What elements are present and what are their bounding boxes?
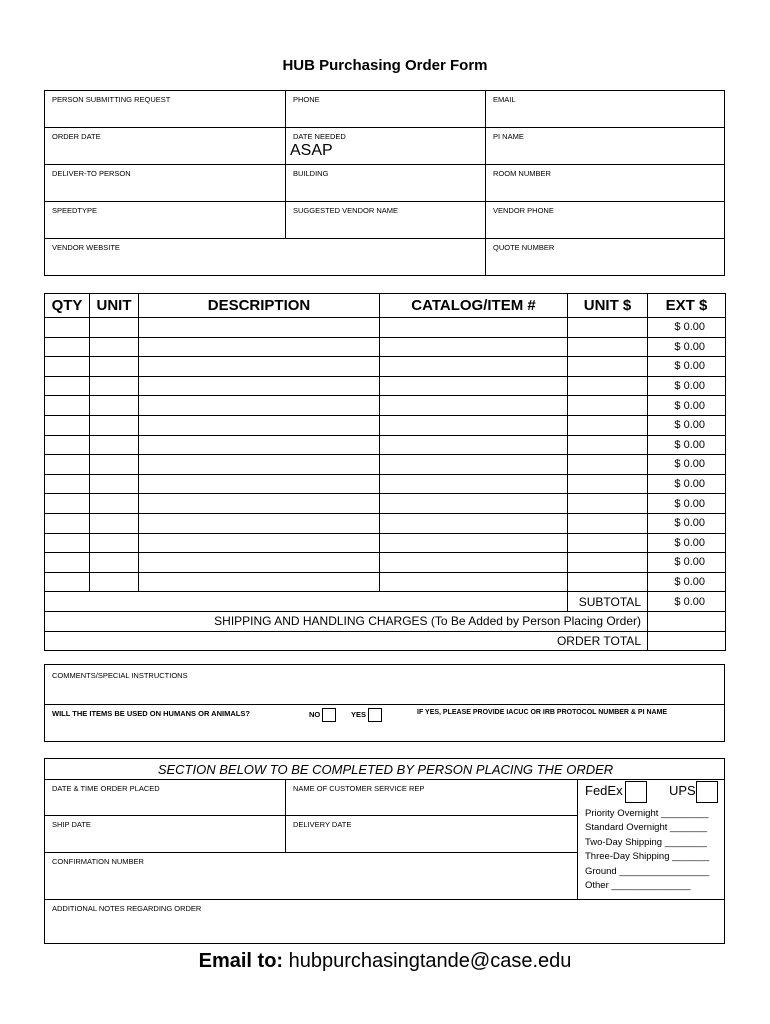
qty-cell[interactable] xyxy=(45,494,90,514)
description-cell[interactable] xyxy=(139,513,380,533)
ext-price-cell: $ 0.00 xyxy=(648,415,726,435)
usage-question: WILL THE ITEMS BE USED ON HUMANS OR ANIMALS? xyxy=(52,709,250,718)
unit-price-cell[interactable] xyxy=(568,376,648,396)
speedtype-label: SPEEDTYPE xyxy=(52,206,98,215)
deliver-to-label: DELIVER-TO PERSON xyxy=(52,169,131,178)
ext-price-header: EXT $ xyxy=(648,294,726,318)
ext-price-cell: $ 0.00 xyxy=(648,435,726,455)
unit-cell[interactable] xyxy=(90,572,139,592)
shipping-row xyxy=(45,611,726,631)
shipping-option[interactable]: Standard Overnight _______ xyxy=(585,822,708,834)
room-number-label: ROOM NUMBER xyxy=(493,169,551,178)
order-date-field[interactable] xyxy=(45,128,286,165)
unit-cell[interactable] xyxy=(90,435,139,455)
qty-header: QTY xyxy=(45,294,90,318)
unit-cell[interactable] xyxy=(90,494,139,514)
unit-price-cell[interactable] xyxy=(568,396,648,416)
email-address[interactable]: hubpurchasingtande@case.edu xyxy=(288,950,572,972)
catalog-item-cell[interactable] xyxy=(380,553,568,573)
ext-price-cell: $ 0.00 xyxy=(648,396,726,416)
item-row xyxy=(45,318,726,338)
suggested-vendor-label: SUGGESTED VENDOR NAME xyxy=(293,206,399,215)
item-rows xyxy=(45,318,726,592)
comments-field[interactable] xyxy=(45,665,724,705)
order-placement-section xyxy=(44,758,725,944)
catalog-item-cell[interactable] xyxy=(380,415,568,435)
phone-label: PHONE xyxy=(293,95,320,104)
additional-notes-field[interactable] xyxy=(45,900,724,943)
ext-price-cell: $ 0.00 xyxy=(648,513,726,533)
catalog-item-cell[interactable] xyxy=(380,572,568,592)
subtotal-spacer xyxy=(90,592,139,612)
person-submitting-field[interactable] xyxy=(45,91,286,128)
ext-price-cell: $ 0.00 xyxy=(648,553,726,573)
unit-cell[interactable] xyxy=(90,415,139,435)
description-cell[interactable] xyxy=(139,455,380,475)
item-row xyxy=(45,337,726,357)
subtotal-spacer xyxy=(45,592,90,612)
item-row xyxy=(45,357,726,377)
catalog-item-cell[interactable] xyxy=(380,337,568,357)
unit-header: UNIT xyxy=(90,294,139,318)
quote-number-label: QUOTE NUMBER xyxy=(493,243,555,252)
pi-name-label: PI NAME xyxy=(493,132,524,141)
qty-cell[interactable] xyxy=(45,376,90,396)
item-row xyxy=(45,376,726,396)
ext-price-cell: $ 0.00 xyxy=(648,533,726,553)
no-label: NO xyxy=(309,709,321,719)
additional-notes-label: ADDITIONAL NOTES REGARDING ORDER xyxy=(52,904,202,913)
ext-price-cell: $ 0.00 xyxy=(648,474,726,494)
form-title: HUB Purchasing Order Form xyxy=(282,57,488,74)
suggested-vendor-field[interactable] xyxy=(286,202,486,239)
qty-cell[interactable] xyxy=(45,415,90,435)
unit-price-cell[interactable] xyxy=(568,533,648,553)
unit-price-header: UNIT $ xyxy=(568,294,648,318)
date-time-placed-label: DATE & TIME ORDER PLACED xyxy=(52,784,160,793)
ext-price-cell: $ 0.00 xyxy=(648,337,726,357)
catalog-item-cell[interactable] xyxy=(380,357,568,377)
shipping-option[interactable]: Ground _________________ xyxy=(585,865,710,877)
shipping-value[interactable] xyxy=(648,611,726,631)
comments-label: COMMENTS/SPECIAL INSTRUCTIONS xyxy=(52,671,188,680)
unit-cell[interactable] xyxy=(90,337,139,357)
description-cell[interactable] xyxy=(139,318,380,338)
qty-cell[interactable] xyxy=(45,474,90,494)
ext-price-cell: $ 0.00 xyxy=(648,494,726,514)
email-label: EMAIL xyxy=(493,95,516,104)
qty-cell[interactable] xyxy=(45,396,90,416)
catalog-item-cell[interactable] xyxy=(380,318,568,338)
unit-cell[interactable] xyxy=(90,553,139,573)
qty-cell[interactable] xyxy=(45,435,90,455)
qty-cell[interactable] xyxy=(45,455,90,475)
item-row xyxy=(45,513,726,533)
email-label: Email to: xyxy=(198,950,284,972)
subtotal-row xyxy=(45,592,726,612)
vendor-phone-field[interactable] xyxy=(486,202,724,239)
date-needed-value: ASAP xyxy=(290,142,333,159)
qty-cell[interactable] xyxy=(45,318,90,338)
yes-label: YES xyxy=(351,709,367,719)
ext-price-cell: $ 0.00 xyxy=(648,455,726,475)
shipping-option[interactable]: Other _______________ xyxy=(585,880,691,892)
room-number-field[interactable] xyxy=(486,165,724,202)
ext-price-cell: $ 0.00 xyxy=(648,572,726,592)
vendor-website-label: VENDOR WEBSITE xyxy=(52,243,120,252)
subtotal-spacer xyxy=(139,592,380,612)
unit-price-cell[interactable] xyxy=(568,415,648,435)
subtotal-value: $ 0.00 xyxy=(648,592,726,612)
shipping-label: SHIPPING AND HANDLING CHARGES (To Be Added by Person Placing Order) xyxy=(45,611,648,631)
unit-price-cell[interactable] xyxy=(568,318,648,338)
request-info-grid xyxy=(44,90,725,276)
customer-service-rep-label: NAME OF CUSTOMER SERVICE REP xyxy=(293,784,425,793)
customer-service-rep-field[interactable] xyxy=(286,779,578,816)
deliver-to-field[interactable] xyxy=(45,165,286,202)
shipping-option[interactable]: Three-Day Shipping _______ xyxy=(585,851,710,863)
shipping-option[interactable]: Priority Overnight _________ xyxy=(585,808,709,819)
unit-cell[interactable] xyxy=(90,376,139,396)
description-cell[interactable] xyxy=(139,357,380,377)
catalog-item-cell[interactable] xyxy=(380,376,568,396)
unit-price-cell[interactable] xyxy=(568,572,648,592)
description-cell[interactable] xyxy=(139,494,380,514)
item-row xyxy=(45,533,726,553)
unit-cell[interactable] xyxy=(90,318,139,338)
ship-date-label: SHIP DATE xyxy=(52,820,91,829)
description-cell[interactable] xyxy=(139,376,380,396)
speedtype-field[interactable] xyxy=(45,202,286,239)
description-cell[interactable] xyxy=(139,474,380,494)
description-cell[interactable] xyxy=(139,533,380,553)
ship-date-field[interactable] xyxy=(45,816,286,853)
unit-cell[interactable] xyxy=(90,357,139,377)
description-cell[interactable] xyxy=(139,415,380,435)
subtotal-label: SUBTOTAL xyxy=(568,592,648,612)
shipping-option[interactable]: Two-Day Shipping ________ xyxy=(585,836,708,848)
no-checkbox[interactable] xyxy=(322,708,336,722)
description-cell[interactable] xyxy=(139,396,380,416)
unit-price-cell[interactable] xyxy=(568,513,648,533)
date-needed-label: DATE NEEDED xyxy=(293,132,346,141)
building-label: BUILDING xyxy=(293,169,329,178)
unit-price-cell[interactable] xyxy=(568,494,648,514)
catalog-item-cell[interactable] xyxy=(380,533,568,553)
qty-cell[interactable] xyxy=(45,553,90,573)
qty-cell[interactable] xyxy=(45,572,90,592)
items-table xyxy=(44,293,726,651)
building-field[interactable] xyxy=(286,165,486,202)
description-header: DESCRIPTION xyxy=(139,294,380,318)
delivery-date-label: DELIVERY DATE xyxy=(293,820,352,829)
unit-cell[interactable] xyxy=(90,533,139,553)
ext-price-cell: $ 0.00 xyxy=(648,318,726,338)
catalog-item-header: CATALOG/ITEM # xyxy=(380,294,568,318)
fedex-checkbox[interactable] xyxy=(625,781,647,803)
item-row xyxy=(45,494,726,514)
catalog-item-cell[interactable] xyxy=(380,474,568,494)
confirmation-number-label: CONFIRMATION NUMBER xyxy=(52,857,144,866)
item-row xyxy=(45,572,726,592)
date-needed-field[interactable] xyxy=(286,128,486,165)
date-time-placed-field[interactable] xyxy=(45,779,286,816)
confirmation-number-field[interactable] xyxy=(45,853,578,900)
no-option[interactable] xyxy=(309,708,336,722)
vendor-website-field[interactable] xyxy=(45,239,486,275)
email-footer xyxy=(0,950,770,973)
description-cell[interactable] xyxy=(139,435,380,455)
order-total-label: ORDER TOTAL xyxy=(45,631,648,651)
item-row xyxy=(45,435,726,455)
unit-price-cell[interactable] xyxy=(568,553,648,573)
ups-checkbox[interactable] xyxy=(696,781,718,803)
person-submitting-label: PERSON SUBMITTING REQUEST xyxy=(52,95,171,104)
unit-price-cell[interactable] xyxy=(568,474,648,494)
qty-cell[interactable] xyxy=(45,337,90,357)
description-cell[interactable] xyxy=(139,553,380,573)
fedex-label: FedEx xyxy=(585,783,623,798)
order-total-value[interactable] xyxy=(648,631,726,651)
unit-cell[interactable] xyxy=(90,474,139,494)
section-title: SECTION BELOW TO BE COMPLETED BY PERSON PLACING THE ORDER xyxy=(157,762,614,777)
qty-cell[interactable] xyxy=(45,357,90,377)
description-cell[interactable] xyxy=(139,337,380,357)
delivery-date-field[interactable] xyxy=(286,816,578,853)
ext-price-cell: $ 0.00 xyxy=(648,376,726,396)
catalog-item-cell[interactable] xyxy=(380,513,568,533)
order-total-row xyxy=(45,631,726,651)
protocol-note: IF YES, PLEASE PROVIDE IACUC OR IRB PROTOCOL NUMBER & PI NAME xyxy=(417,709,668,716)
unit-cell[interactable] xyxy=(90,396,139,416)
vendor-phone-label: VENDOR PHONE xyxy=(493,206,554,215)
items-header-row xyxy=(45,294,726,318)
item-row xyxy=(45,553,726,573)
item-row xyxy=(45,474,726,494)
unit-price-cell[interactable] xyxy=(568,435,648,455)
comments-box xyxy=(44,664,725,742)
quote-number-field[interactable] xyxy=(486,239,724,275)
yes-option[interactable] xyxy=(351,708,382,722)
subtotal-spacer xyxy=(380,592,568,612)
pi-name-field[interactable] xyxy=(486,128,724,165)
qty-cell[interactable] xyxy=(45,533,90,553)
description-cell[interactable] xyxy=(139,572,380,592)
item-row xyxy=(45,396,726,416)
qty-cell[interactable] xyxy=(45,513,90,533)
ups-label: UPS xyxy=(669,783,696,798)
catalog-item-cell[interactable] xyxy=(380,396,568,416)
phone-field[interactable] xyxy=(286,91,486,128)
order-date-label: ORDER DATE xyxy=(52,132,101,141)
yes-checkbox[interactable] xyxy=(368,708,382,722)
unit-price-cell[interactable] xyxy=(568,455,648,475)
catalog-item-cell[interactable] xyxy=(380,494,568,514)
catalog-item-cell[interactable] xyxy=(380,435,568,455)
unit-cell[interactable] xyxy=(90,513,139,533)
unit-price-cell[interactable] xyxy=(568,337,648,357)
unit-cell[interactable] xyxy=(90,455,139,475)
item-row xyxy=(45,455,726,475)
unit-price-cell[interactable] xyxy=(568,357,648,377)
shipping-options xyxy=(585,807,709,893)
ext-price-cell: $ 0.00 xyxy=(648,357,726,377)
item-row xyxy=(45,415,726,435)
email-field[interactable] xyxy=(486,91,724,128)
catalog-item-cell[interactable] xyxy=(380,455,568,475)
